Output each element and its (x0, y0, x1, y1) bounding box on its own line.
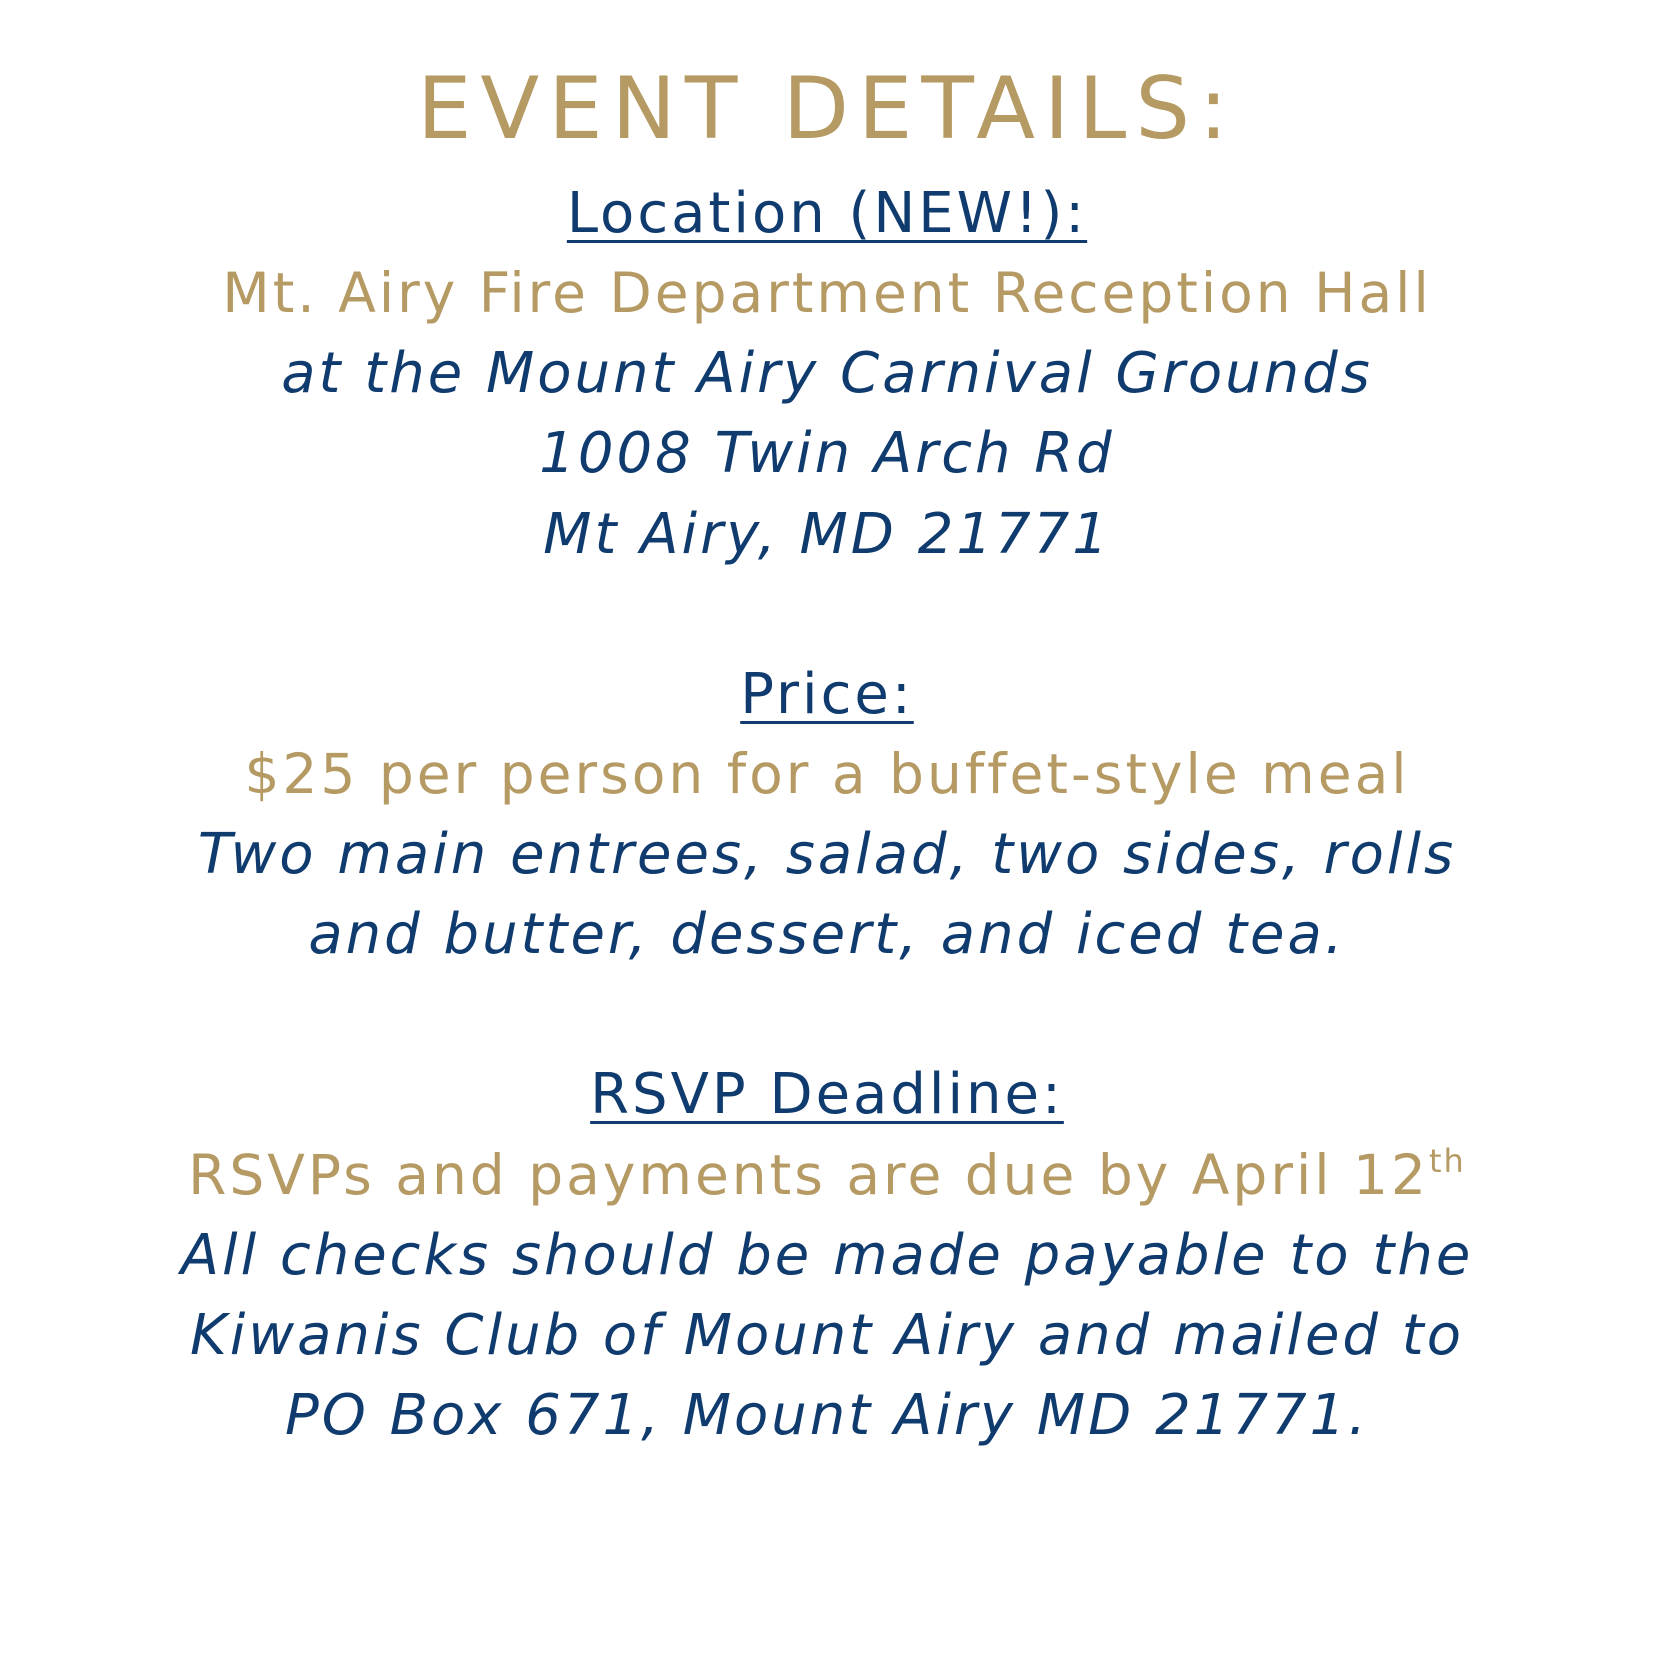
location-venue: Mt. Airy Fire Department Reception Hall (222, 261, 1432, 325)
rsvp-summary-text: RSVPs and payments are due by April 12 (188, 1143, 1429, 1207)
location-heading (0, 181, 1654, 246)
price-heading (0, 662, 1654, 727)
rsvp-line-2: Kiwanis Club of Mount Airy and mailed to (189, 1303, 1464, 1368)
location-line-3: Mt Airy, MD 21771 (543, 502, 1111, 567)
rsvp-summary (0, 1142, 1654, 1207)
rsvp-summary-ordinal: th (1429, 1142, 1466, 1180)
rsvp-line-1: All checks should be made payable to the (180, 1223, 1474, 1288)
location-line-1: at the Mount Airy Carnival Grounds (281, 341, 1373, 406)
location-heading-text: Location (NEW!): (566, 181, 1088, 246)
price-line-1: Two main entrees, salad, two sides, rolls (197, 822, 1457, 887)
price-line-2: and butter, dessert, and iced tea. (308, 902, 1346, 967)
page-title: EVENT DETAILS: (417, 59, 1237, 159)
location-line-2: 1008 Twin Arch Rd (539, 421, 1115, 486)
price-summary: $25 per person for a buffet-style meal (244, 742, 1410, 806)
price-heading-text: Price: (740, 662, 914, 727)
rsvp-line-3: PO Box 671, Mount Airy MD 21771. (284, 1383, 1370, 1448)
rsvp-heading (0, 1062, 1654, 1127)
rsvp-heading-text: RSVP Deadline: (590, 1062, 1064, 1127)
